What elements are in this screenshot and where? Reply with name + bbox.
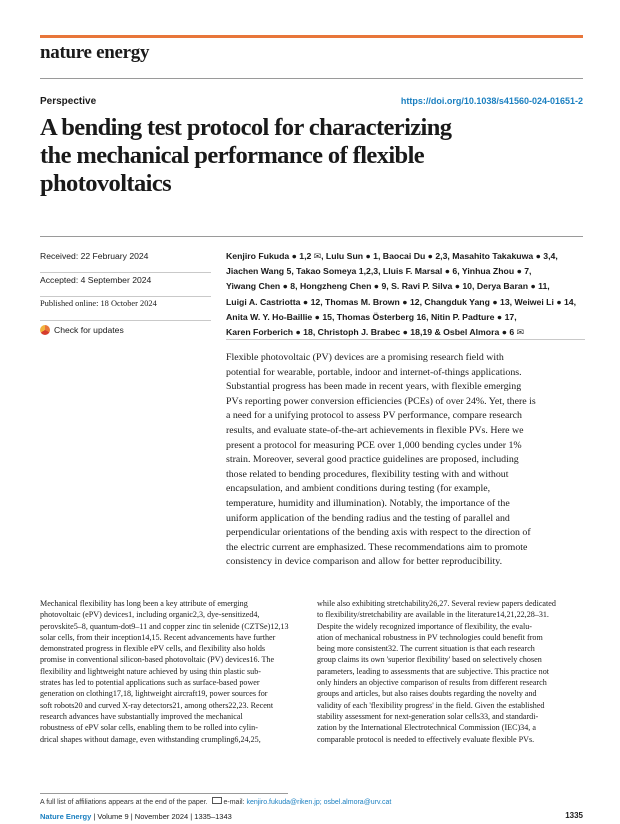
journal-accent-bar bbox=[40, 35, 583, 38]
author-list bbox=[226, 249, 586, 340]
email-icon bbox=[212, 797, 222, 804]
doi-link[interactable]: https://doi.org/10.1038/s41560-024-01651-2 bbox=[400, 96, 583, 106]
page-number: 1335 bbox=[565, 811, 583, 820]
body-line: stability assessment for next-generation solar cells33, and standardi- bbox=[317, 711, 539, 721]
abstract-line: uniform application of the bending radius and the testing of parallel and bbox=[226, 512, 510, 524]
email-links[interactable]: kenjiro.fukuda@riken.jp; osbel.almora@urv.cat bbox=[246, 799, 392, 806]
author-line: Yiwang Chen ● 8, Hongzheng Chen ● 9, S. Ravi P. Silva ● 10, Derya Baran ● 11, bbox=[226, 281, 550, 292]
body-line: to flexibility/stretchability are available in the literature14,21,22,28–31. bbox=[317, 610, 549, 620]
body-line: while also exhibiting stretchability26,27. Several review papers dedicated bbox=[317, 599, 556, 608]
body-line: Mechanical flexibility has long been a key attribute of emerging bbox=[40, 599, 248, 608]
check-updates-button[interactable] bbox=[40, 325, 211, 335]
abstract-line: potential for wearable, portable, indoor and internet-of-things applications. bbox=[226, 366, 522, 378]
check-updates-label: Check for updates bbox=[54, 325, 124, 335]
body-line: solar cells, from their inception14,15. Recent advancements have further bbox=[40, 632, 276, 642]
body-line: drical shapes without damage, even withstanding crumpling6,24,25, bbox=[40, 734, 261, 744]
title-divider bbox=[40, 236, 583, 237]
accepted-date: Accepted: 4 September 2024 bbox=[40, 273, 211, 297]
body-line: only hinders an objective comparison of results from different research bbox=[317, 678, 547, 688]
body-line: generation on clothing17,18, lightweight aircraft19, power sources for bbox=[40, 689, 268, 699]
body-line: strates has led to potential applications such as surface-based power bbox=[40, 678, 260, 688]
email-label: e-mail: bbox=[223, 799, 245, 806]
body-line: research advances have substantially improved the mechanical bbox=[40, 711, 243, 721]
abstract-line: perpendicular orientations of the bending axis with respect to the direction of bbox=[226, 527, 531, 539]
title-line: the mechanical performance of flexible bbox=[40, 142, 425, 169]
article-dates bbox=[40, 249, 211, 335]
body-line: demonstrated progress in flexible ePV cells, and flexibility also holds bbox=[40, 644, 266, 654]
article-type: Perspective bbox=[40, 96, 97, 107]
body-column-left bbox=[40, 598, 308, 745]
body-line: soft robots20 and curved X-ray detectors21, among others22,23. Recent bbox=[40, 700, 274, 710]
author-line: Karen Forberich ● 18, Christoph J. Brabec ● 18,19 & Osbel Almora ● 6 ✉ bbox=[226, 327, 524, 338]
footer-journal: Nature Energy bbox=[40, 812, 92, 821]
abstract-line: a need for a unifying protocol to assess PV performance, compare research bbox=[226, 410, 522, 422]
body-line: perovskite5–8, quantum-dot9–11 and copper zinc tin selenide (CZTSe)12,13 bbox=[40, 621, 289, 631]
footnote-text: A full list of affiliations appears at the end of the paper. bbox=[40, 799, 208, 806]
abstract-line: temperature, humidity and illumination). Notably, the importance of the bbox=[226, 497, 510, 509]
header-divider bbox=[40, 78, 583, 79]
abstract-line: strain. Moreover, several good practice guidelines are proposed, including bbox=[226, 454, 519, 466]
body-line: zation by the International Electrotechnical Commission (IEC)34, a bbox=[317, 723, 536, 733]
page-footer bbox=[40, 812, 232, 821]
author-line: Luigi A. Castriotta ● 12, Thomas M. Brown ● 12, Changduk Yang ● 13, Weiwei Li ● 14, bbox=[226, 296, 577, 307]
article-title bbox=[40, 114, 585, 198]
body-line: group claims its own 'superior flexibility' based on selectively chosen bbox=[317, 655, 542, 665]
abstract-line: consistency in device comparison and allow for better reproducibility. bbox=[226, 556, 503, 568]
body-line: being more consistent32. The current situation is that each research bbox=[317, 644, 535, 654]
abstract-line: those related to bending procedures, flexibility testing with and without bbox=[226, 468, 509, 480]
body-line: flexibility and lightweight nature achieved by using thin plastic sub- bbox=[40, 666, 261, 676]
body-line: validity of each 'flexibility progress' in the field. Given the established bbox=[317, 700, 545, 710]
author-line: Kenjiro Fukuda ● 1,2 ✉, Lulu Sun ● 1, Baocai Du ● 2,3, Masahito Takakuwa ● 3,4, bbox=[226, 251, 558, 261]
title-line: photovoltaics bbox=[40, 170, 172, 197]
footnote-divider bbox=[40, 793, 288, 794]
body-line: robustness of ePV solar cells, enabling them to be rolled into cylin- bbox=[40, 723, 258, 733]
journal-name: nature energy bbox=[40, 42, 150, 63]
body-line: parameters, leading to assessments that are subjective. This practice not bbox=[317, 666, 550, 676]
body-line: ation of mechanical robustness in PV technologies could benefit from bbox=[317, 632, 543, 642]
abstract-line: Flexible photovoltaic (PV) devices are a promising research field with bbox=[226, 352, 504, 363]
crossmark-icon bbox=[40, 325, 50, 335]
body-line: Despite the widely recognized importance of flexibility, the evalu- bbox=[317, 621, 533, 631]
body-column-right bbox=[317, 598, 585, 745]
abstract bbox=[226, 351, 588, 570]
abstract-divider bbox=[226, 339, 585, 340]
body-line: promise in conventional silicon-based photovoltaic (PV) devices16. The bbox=[40, 655, 275, 665]
body-line: groups and articles, but also raises doubts regarding the novelty and bbox=[317, 689, 537, 699]
abstract-line: encapsulation, and ambient conditions during testing (for example, bbox=[226, 483, 491, 495]
abstract-line: results, and evaluate state-of-the-art achievements in flexible PVs. Here we bbox=[226, 424, 524, 436]
author-line: Jiachen Wang 5, Takao Someya 1,2,3, Lluis F. Marsal ● 6, Yinhua Zhou ● 7, bbox=[226, 266, 532, 277]
published-date: Published online: 18 October 2024 bbox=[40, 297, 211, 321]
author-line: Anita W. Y. Ho-Baillie ● 15, Thomas Österberg 16, Nitin P. Padture ● 17, bbox=[226, 311, 517, 322]
footer-citation: | Volume 9 | November 2024 | 1335–1343 bbox=[93, 812, 232, 821]
received-date: Received: 22 February 2024 bbox=[40, 249, 211, 273]
affiliation-footnote bbox=[40, 797, 391, 806]
abstract-line: present a protocol for measuring PCE over 1,000 bending cycles under 1% bbox=[226, 439, 522, 451]
body-line: photovoltaic (ePV) devices1, including organic2,3, dye-sensitized4, bbox=[40, 610, 260, 620]
body-line: comparable protocol is needed to effectively evaluate flexible PVs. bbox=[317, 734, 535, 744]
abstract-line: Substantial progress has been made in recent years, with flexible emerging bbox=[226, 381, 522, 393]
abstract-line: the electric current are emphasized. These recommendations aim to promote bbox=[226, 541, 528, 553]
abstract-line: PVs reporting power conversion efficiencies (PCEs) of over 24%. Yet, there is bbox=[226, 395, 536, 407]
title-line: A bending test protocol for characterizing bbox=[40, 114, 452, 141]
